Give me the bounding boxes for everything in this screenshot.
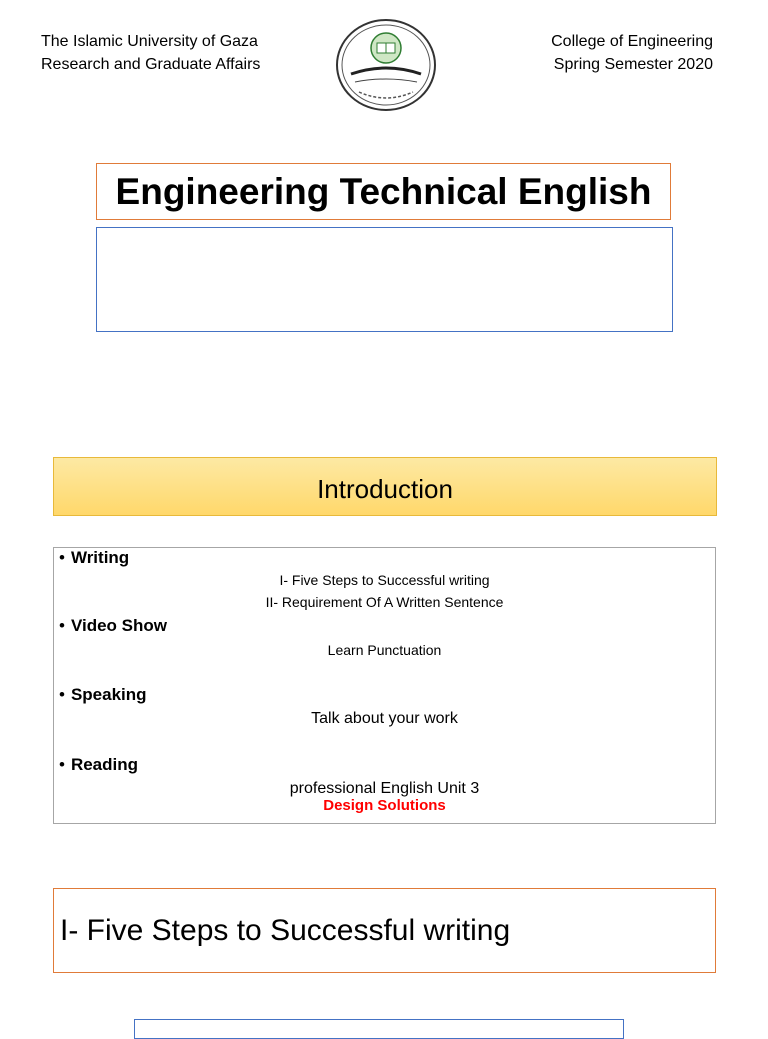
department-name: Research and Graduate Affairs [41,56,261,73]
next-content-box [134,1019,624,1039]
topic-label: Speaking [70,685,147,704]
empty-content-box [96,227,673,332]
university-seal-logo [335,18,437,112]
topic-writing: • Writing [59,548,130,567]
topic-label: Writing [70,548,130,567]
introduction-heading: Introduction [53,457,717,516]
university-name: The Islamic University of Gaza [41,33,258,50]
section-heading-five-steps: I- Five Steps to Successful writing [53,888,716,973]
topic-speaking: • Speaking [59,685,147,704]
topic-item: Learn Punctuation [327,642,442,658]
topic-reading: • Reading [59,755,139,774]
topic-item: II- Requirement Of A Written Sentence [265,594,504,610]
topic-item: I- Five Steps to Successful writing [279,572,490,588]
topic-item: professional English Unit 3 [289,780,480,797]
topic-label: Video Show [70,616,167,635]
header-right [551,30,713,76]
document-title: Engineering Technical English [96,163,671,220]
header-left [41,30,260,76]
topics-list [53,547,716,824]
college-name: College of Engineering [551,33,713,50]
topic-item: Talk about your work [311,710,458,727]
topic-item-highlight: Design Solutions [323,797,446,814]
topic-video-show: • Video Show [59,616,167,635]
topic-label: Reading [70,755,139,774]
semester: Spring Semester 2020 [553,56,713,73]
